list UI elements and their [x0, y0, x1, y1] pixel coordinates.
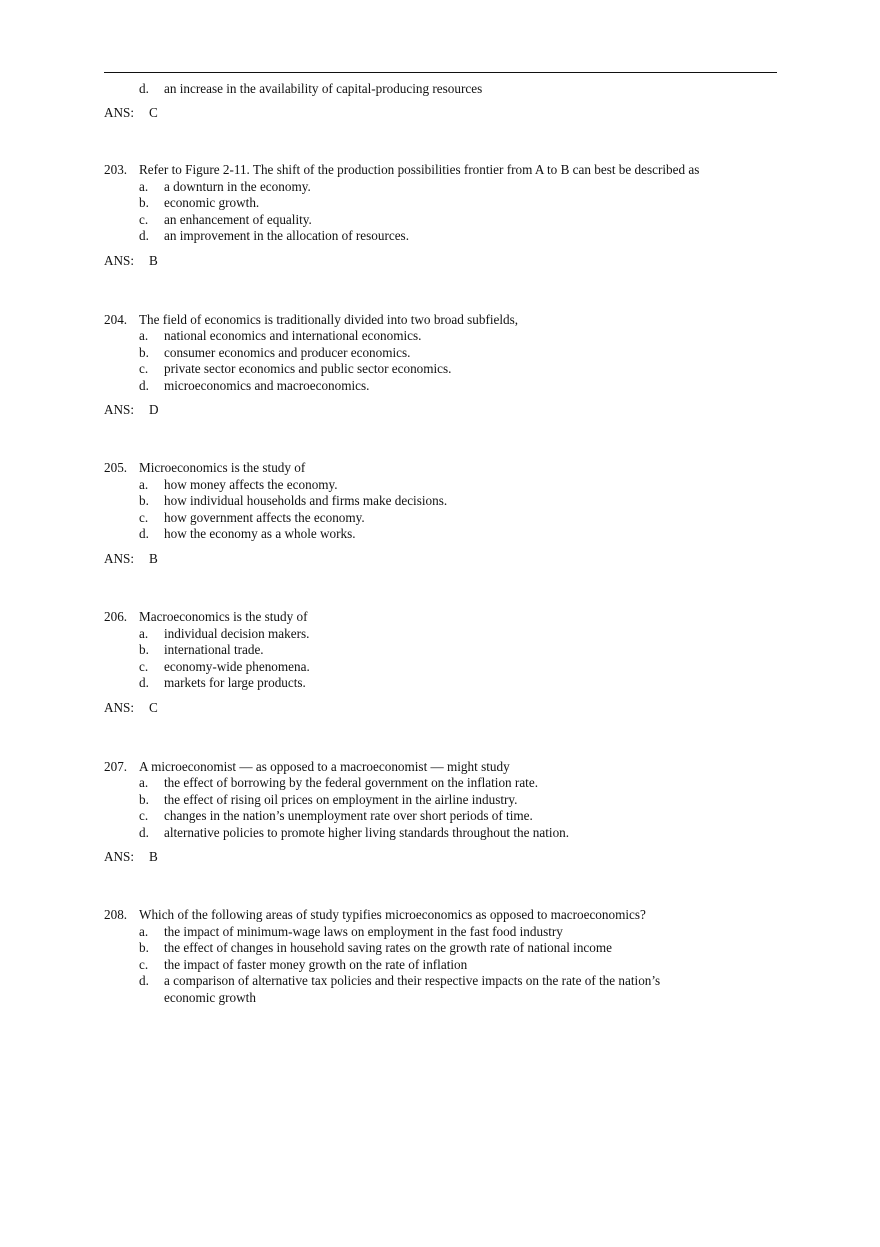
question-stem: Which of the following areas of study typifies microeconomics as opposed to macroeconomics? — [139, 907, 646, 922]
answer-label: ANS: — [104, 700, 135, 715]
option-text: economy-wide phenomena. — [164, 659, 310, 674]
question-stem: A microeconomist — as opposed to a macroeconomist — might study — [139, 759, 510, 774]
option-text: the impact of faster money growth on the rate of inflation — [164, 957, 468, 972]
option-letter: b. — [139, 940, 149, 955]
option-letter: b. — [139, 792, 149, 807]
option-text: the effect of borrowing by the federal government on the inflation rate. — [164, 775, 538, 790]
answer-line — [104, 402, 159, 418]
option-letter: a. — [139, 477, 149, 492]
option-text: an enhancement of equality. — [164, 212, 312, 227]
option-letter: d. — [139, 675, 149, 690]
option-text: how the economy as a whole works. — [164, 526, 356, 541]
option-letter: b. — [139, 642, 149, 657]
answer-label: ANS: — [104, 849, 135, 864]
option-text-continuation: economic growth — [164, 990, 256, 1005]
answer-line — [104, 551, 158, 567]
option-text: economic growth. — [164, 195, 260, 210]
answer-value: C — [149, 105, 158, 120]
option-letter: d. — [139, 378, 149, 393]
option-text: an increase in the availability of capital-producing resources — [164, 81, 483, 96]
option-letter: a. — [139, 775, 149, 790]
option-letter: c. — [139, 808, 149, 823]
option-text: an improvement in the allocation of resources. — [164, 228, 409, 243]
question-stem: The field of economics is traditionally divided into two broad subfields, — [139, 312, 519, 327]
answer-label: ANS: — [104, 551, 135, 566]
option-text: consumer economics and producer economics. — [164, 345, 411, 360]
option-letter: c. — [139, 361, 149, 376]
question-number: 204. — [104, 312, 128, 327]
option-text: changes in the nation’s unemployment rate over short periods of time. — [164, 808, 533, 823]
option-text: how government affects the economy. — [164, 510, 365, 525]
option-text: individual decision makers. — [164, 626, 310, 641]
option-letter: c. — [139, 957, 149, 972]
option-letter: b. — [139, 345, 149, 360]
answer-value: C — [149, 700, 158, 715]
answer-line — [104, 253, 158, 269]
answer-value: B — [149, 849, 158, 864]
option-letter: d. — [139, 526, 149, 541]
option-text: the impact of minimum-wage laws on employment in the fast food industry — [164, 924, 563, 939]
answer-value: D — [149, 402, 159, 417]
question-number: 207. — [104, 759, 128, 774]
option-text: the effect of changes in household saving rates on the growth rate of national income — [164, 940, 612, 955]
question-number: 208. — [104, 907, 128, 922]
option-text: international trade. — [164, 642, 264, 657]
option-text: a downturn in the economy. — [164, 179, 311, 194]
option-text: national economics and international economics. — [164, 328, 422, 343]
option-letter: a. — [139, 924, 149, 939]
answer-value: B — [149, 551, 158, 566]
option-letter: b. — [139, 195, 149, 210]
option-letter: d. — [139, 973, 149, 988]
option-letter: c. — [139, 659, 149, 674]
question-number: 203. — [104, 162, 128, 177]
question-number: 206. — [104, 609, 128, 624]
answer-line — [104, 849, 158, 865]
option-text: alternative policies to promote higher living standards throughout the nation. — [164, 825, 570, 840]
option-text: a comparison of alternative tax policies and their respective impacts on the rate of the nation’s — [164, 973, 661, 988]
answer-label: ANS: — [104, 402, 135, 417]
option-letter: a. — [139, 626, 149, 641]
answer-label: ANS: — [104, 253, 135, 268]
question-number: 205. — [104, 460, 128, 475]
option-text: how money affects the economy. — [164, 477, 338, 492]
option-letter: d. — [139, 825, 149, 840]
option-letter: a. — [139, 328, 149, 343]
option-letter: a. — [139, 179, 149, 194]
option-letter: c. — [139, 510, 149, 525]
option-letter: b. — [139, 493, 149, 508]
answer-value: B — [149, 253, 158, 268]
question-stem: Refer to Figure 2-11. The shift of the production possibilities frontier from A to B can best be described as — [139, 162, 700, 177]
question-stem: Macroeconomics is the study of — [139, 609, 308, 624]
option-letter: d. — [139, 81, 149, 96]
option-letter: c. — [139, 212, 149, 227]
question-stem: Microeconomics is the study of — [139, 460, 306, 475]
answer-label: ANS: — [104, 105, 135, 120]
option-text: the effect of rising oil prices on employment in the airline industry. — [164, 792, 518, 807]
answer-line — [104, 700, 158, 716]
option-text: microeconomics and macroeconomics. — [164, 378, 370, 393]
option-text: private sector economics and public sector economics. — [164, 361, 452, 376]
answer-line — [104, 105, 158, 121]
header-rule — [104, 72, 777, 73]
option-letter: d. — [139, 228, 149, 243]
option-text: markets for large products. — [164, 675, 306, 690]
option-text: how individual households and firms make decisions. — [164, 493, 448, 508]
